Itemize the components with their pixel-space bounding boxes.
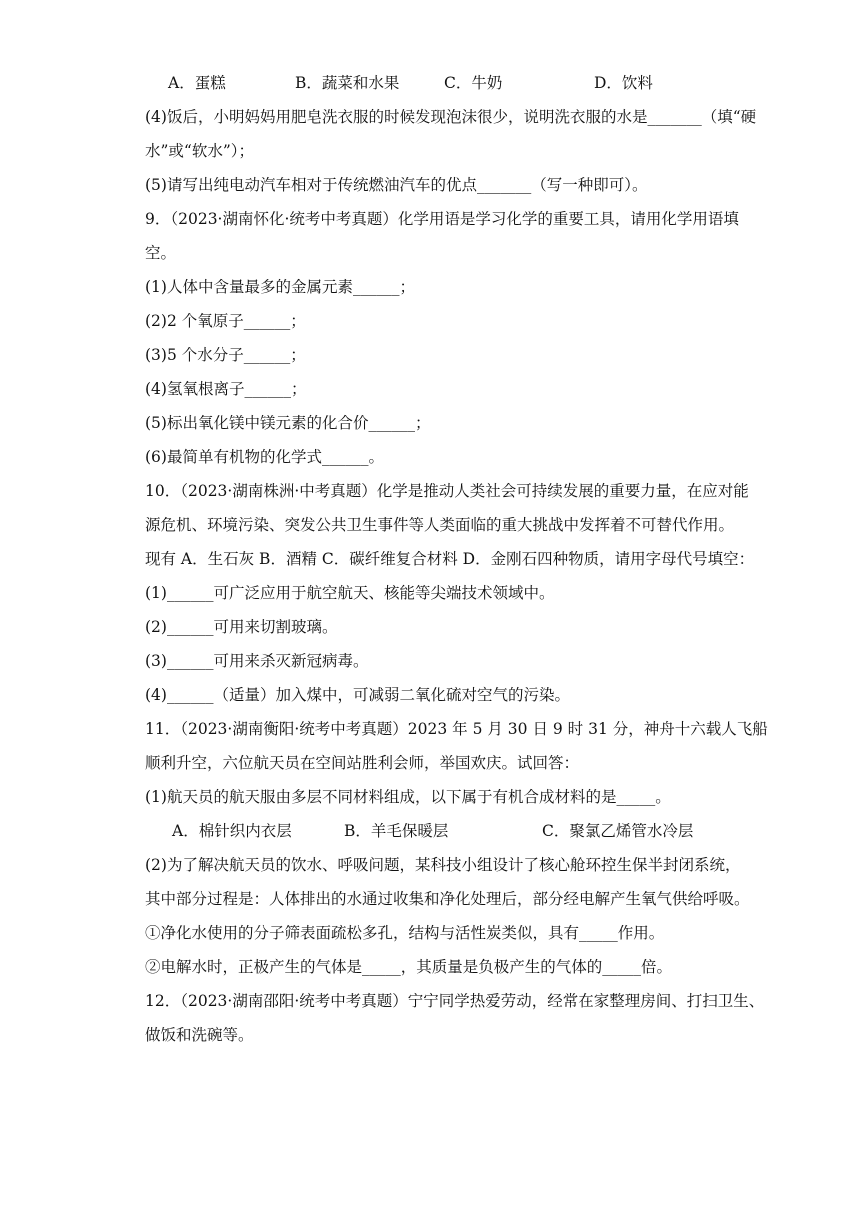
q10-stem-line-1: 10．（2023·湖南株洲·中考真题）化学是推动人类社会可持续发展的重要力量，在应对能 bbox=[145, 482, 749, 500]
q12-stem-line-2: 做饭和洗碗等。 bbox=[145, 1026, 254, 1044]
q10-item-2: (2)______可用来切割玻璃。 bbox=[145, 618, 338, 636]
q11-part-2-line-2: 其中部分过程是：人体排出的水通过收集和净化处理后，部分经电解产生氧气供给呼吸。 bbox=[145, 890, 750, 908]
q9-item-4: (4)氢氧根离子______； bbox=[145, 380, 307, 398]
option-c: C．聚氯乙烯管水冷层 bbox=[542, 822, 694, 840]
q9-item-6: (6)最简单有机物的化学式______。 bbox=[145, 448, 384, 466]
q8-5-line: (5)请写出纯电动汽车相对于传统燃油汽车的优点_______（写一种即可）。 bbox=[145, 176, 648, 194]
q10-item-3: (3)______可用来杀灭新冠病毒。 bbox=[145, 652, 369, 670]
q11-part-2-sub-2: ②电解水时，正极产生的气体是_____，其质量是负极产生的气体的_____倍。 bbox=[145, 958, 673, 976]
q11-part-2-sub-1: ①净化水使用的分子筛表面疏松多孔，结构与活性炭类似，具有_____作用。 bbox=[145, 924, 665, 942]
q8-4-line-2: 水”或“软水”）； bbox=[145, 142, 255, 160]
q11-part-2-line-1: (2)为了解决航天员的饮水、呼吸问题，某科技小组设计了核心舱环控生保半封闭系统， bbox=[145, 856, 741, 874]
q11-part-1: (1)航天员的航天服由多层不同材料组成，以下属于有机合成材料的是_____。 bbox=[145, 788, 671, 806]
q9-item-3: (3)5 个水分子______； bbox=[145, 346, 306, 364]
q10-stem-line-2: 源危机、环境污染、突发公共卫生事件等人类面临的重大挑战中发挥着不可替代作用。 bbox=[145, 516, 735, 534]
q12-stem-line-1: 12．（2023·湖南邵阳·统考中考真题）宁宁同学热爱劳动，经常在家整理房间、打扫卫生、 bbox=[145, 992, 765, 1010]
option-c: C．牛奶 bbox=[444, 74, 503, 92]
option-d: D．饮料 bbox=[594, 74, 653, 92]
q9-stem-line-1: 9．（2023·湖南怀化·统考中考真题）化学用语是学习化学的重要工具，请用化学用语填 bbox=[145, 210, 739, 228]
q11-stem-line-2: 顺利升空，六位航天员在空间站胜利会师，举国欢庆。试回答： bbox=[145, 754, 580, 772]
q10-stem-line-3: 现有 A．生石灰 B．酒精 C．碳纤维复合材料 D．金刚石四种物质，请用字母代号填空： bbox=[145, 550, 755, 568]
q9-item-1: (1)人体中含量最多的金属元素______； bbox=[145, 278, 415, 296]
q8-4-line-1: (4)饭后，小明妈妈用肥皂洗衣服的时候发现泡沫很少，说明洗衣服的水是_______（填“硬 bbox=[145, 108, 757, 126]
option-a: A．棉针织内衣层 bbox=[172, 822, 292, 840]
q11-stem-line-1: 11．（2023·湖南衡阳·统考中考真题）2023 年 5 月 30 日 9 时 31 分，神舟十六载人飞船 bbox=[145, 720, 768, 738]
option-b: B．蔬菜和水果 bbox=[295, 74, 400, 92]
q9-item-5: (5)标出氧化镁中镁元素的化合价______； bbox=[145, 414, 431, 432]
q10-item-1: (1)______可广泛应用于航空航天、核能等尖端技术领域中。 bbox=[145, 584, 555, 602]
option-a: A．蛋糕 bbox=[168, 74, 226, 92]
q9-item-2: (2)2 个氧原子______； bbox=[145, 312, 306, 330]
q10-item-4: (4)______（适量）加入煤中，可减弱二氧化硫对空气的污染。 bbox=[145, 686, 570, 704]
q9-stem-line-2: 空。 bbox=[145, 244, 177, 262]
option-b: B．羊毛保暖层 bbox=[344, 822, 449, 840]
